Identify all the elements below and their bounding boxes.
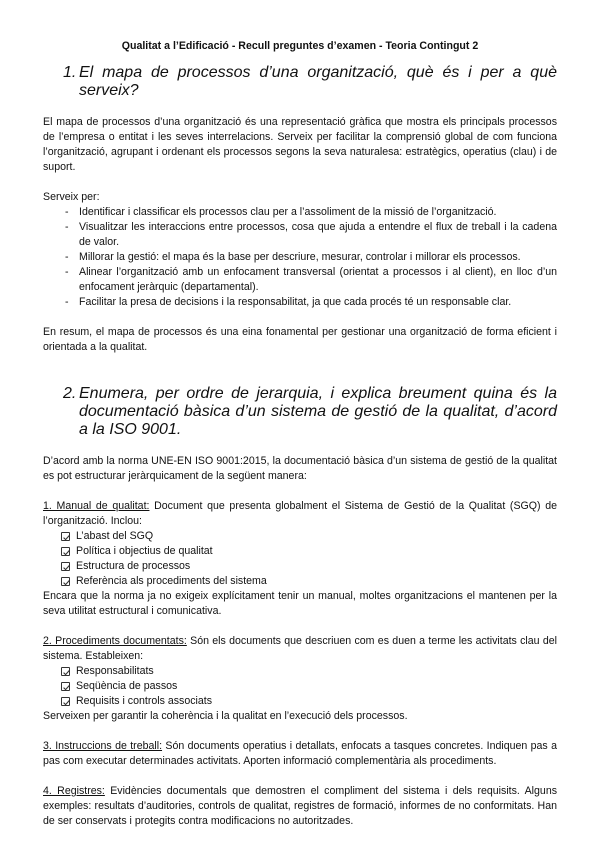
checkbox-checked-icon xyxy=(61,682,70,691)
section-instructions-text: Són documents operatius i detallats, enfocats a tasques concretes. Indiquen pas a pas com executar determinades activitats. Aporten informació complementària als procediments. xyxy=(43,740,557,767)
answer-1-summary: En resum, el mapa de processos és una eina fonamental per gestionar una organització de forma eficient i orientada a la qualitat. xyxy=(43,326,557,353)
document-page xyxy=(43,40,557,829)
answer-2-intro: D’acord amb la norma UNE-EN ISO 9001:2015, la documentació bàsica d’un sistema de gestió de la qualitat es pot estructurar jeràrquicament de la següent manera: xyxy=(43,455,557,482)
list-item: - Visualitzar les interaccions entre processos, cosa que ajuda a entendre el flux de treball i la cadena de valor. xyxy=(65,220,557,250)
checklist-item: Estructura de processos xyxy=(61,559,557,574)
section-manual-checklist xyxy=(43,529,557,589)
section-procedures-after: Serveixen per garantir la coherència i la qualitat en l’execució dels processos. xyxy=(43,710,408,722)
checkbox-checked-icon xyxy=(61,667,70,676)
section-manual-after: Encara que la norma ja no exigeix explícitament tenir un manual, moltes organitzacions el mantenen per la seva utilitat estructural i comunicativa. xyxy=(43,590,557,617)
checkbox-checked-icon xyxy=(61,562,70,571)
checklist-item: Seqüència de passos xyxy=(61,679,557,694)
section-records xyxy=(43,784,557,829)
question-1-number: 1. xyxy=(63,64,77,81)
question-2 xyxy=(43,385,557,439)
answer-1-serves-label: Serveix per: xyxy=(43,191,100,203)
checkbox-checked-icon xyxy=(61,547,70,556)
section-manual-heading: 1. Manual de qualitat: xyxy=(43,500,150,512)
answer-1-intro: El mapa de processos d’una organització és una representació gràfica que mostra els principals processos de l’empresa o entitat i les seves interrelacions. Serveix per facilitar la comprensió global de com funciona l’organització, agrupant i ordenant els processos segons la seva naturalesa: estratègics, operatius (clau) i de suport. xyxy=(43,116,557,173)
checkbox-checked-icon xyxy=(61,532,70,541)
section-manual xyxy=(43,499,557,529)
section-instructions-heading: 3. Instruccions de treball: xyxy=(43,740,163,752)
question-2-number: 2. xyxy=(63,385,77,402)
checklist-item: Política i objectius de qualitat xyxy=(61,544,557,559)
answer-1-list xyxy=(43,205,557,310)
list-item: - Identificar i classificar els processos clau per a l’assoliment de la missió de l’organització. xyxy=(65,205,557,220)
checklist-item: L’abast del SGQ xyxy=(61,529,557,544)
section-manual-text: Document que presenta globalment el Sistema de Gestió de la Qualitat (SGQ) de l’organització. Inclou: xyxy=(43,500,557,527)
section-instructions xyxy=(43,739,557,769)
checklist-item: Responsabilitats xyxy=(61,664,557,679)
checkbox-checked-icon xyxy=(61,697,70,706)
checklist-item: Referència als procediments del sistema xyxy=(61,574,557,589)
question-2-text: Enumera, per ordre de jerarquia, i explica breument quina és la documentació bàsica d’un sistema de gestió de la qualitat, d’acord a la ISO 9001. xyxy=(79,385,557,438)
checkbox-checked-icon xyxy=(61,577,70,586)
question-1 xyxy=(43,64,557,100)
section-records-text: Evidències documentals que demostren el compliment del sistema i dels requisits. Alguns exemples: resultats d’auditories, controls de qualitat, registres de formació, informes de no conformitats. Han de ser conservats i protegits contra modificacions no autoritzades. xyxy=(43,785,558,827)
list-item: - Alinear l’organització amb un enfocament transversal (orientat a processos i al client), en lloc d’un enfocament jeràrquic (departamental). xyxy=(65,265,557,295)
question-1-text: El mapa de processos d’una organització, què és i per a què serveix? xyxy=(79,64,557,99)
section-procedures-text: Són els documents que descriuen com es duen a terme les activitats clau del sistema. Estableixen: xyxy=(43,635,558,662)
section-records-heading: 4. Registres: xyxy=(43,785,105,797)
section-procedures xyxy=(43,634,557,664)
checklist-item: Requisits i controls associats xyxy=(61,694,557,709)
section-procedures-checklist xyxy=(43,664,557,709)
section-procedures-heading: 2. Procediments documentats: xyxy=(43,635,187,647)
list-item: - Millorar la gestió: el mapa és la base per descriure, mesurar, controlar i millorar els processos. xyxy=(65,250,557,265)
list-item: - Facilitar la presa de decisions i la responsabilitat, ja que cada procés té un responsable clar. xyxy=(65,295,557,310)
document-title: Qualitat a l’Edificació - Recull preguntes d’examen - Teoria Contingut 2 xyxy=(121,40,479,52)
